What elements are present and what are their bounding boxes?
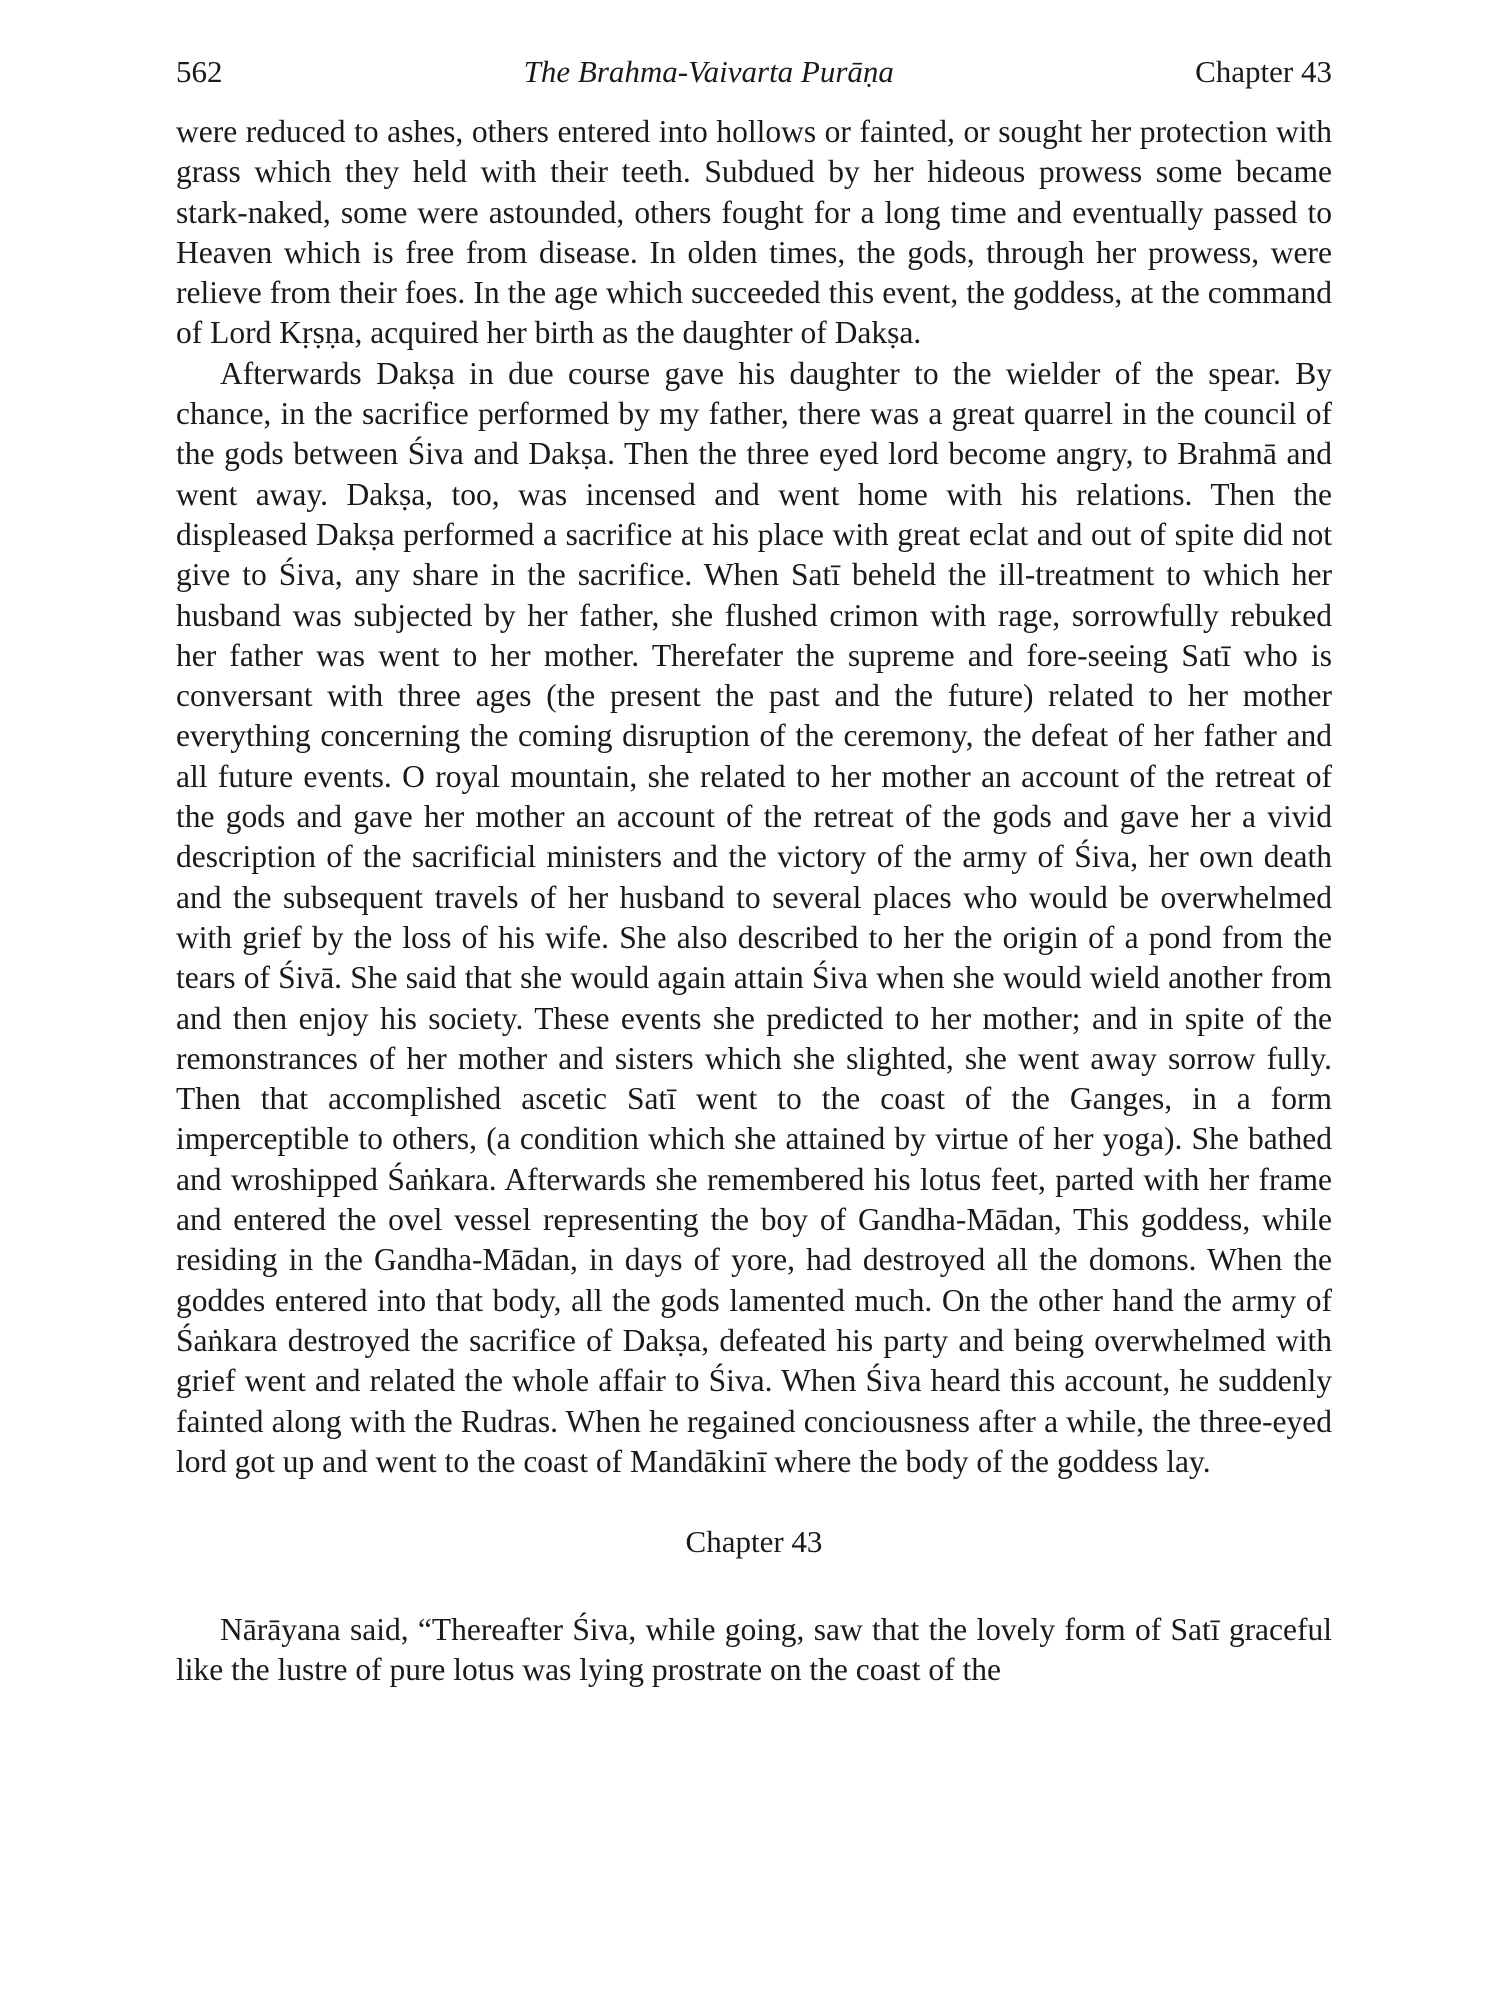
chapter-label: Chapter 43 <box>1195 54 1332 89</box>
paragraph-afterwards: Afterwards Dakṣa in due course gave his daughter to the wielder of the spear. By chance, in the sacrifice performed by my father, there was a great quarrel in the council of the gods between Śiva and Dakṣa. Then the three eyed lord become angry, to Brahmā and went away. Dakṣa, too, was incensed and went home with his relations. Then the displeased Dakṣa performed a sacrifice at his place with great eclat and out of spite did not give to Śiva, any share in the sacrifice. When Satī beheld the ill-treatment to which her husband was subjected by her father, she flushed crimon with rage, sorrowfully rebuked her father was went to her mother. Therefater the supreme and fore-seeing Satī who is conversant with three ages (the present the past and the future) related to her mother everything concerning the coming disruption of the ceremony, the defeat of her father and all future events. O royal mountain, she related to her mother an account of the retreat of the gods and gave her mother an account of the retreat of the gods and gave her a vivid description of the sacrificial ministers and the victory of the army of Śiva, her own death and the subsequent travels of her husband to several places who would be overwhelmed with grief by the loss of his wife. She also described to her the origin of a pond from the tears of Śivā. She said that she would again attain Śiva when she would wield another from and then enjoy his society. These events she predicted to her mother; and in spite of the remonstrances of her mother and sisters which she slighted, she went away sorrow fully. Then that accomplished ascetic Satī went to the coast of the Ganges, in a form imperceptible to others, (a condition which she attained by virtue of her yoga). She bathed and wroshipped Śaṅkara. Afterwards she remembered his lotus feet, parted with her frame and entered the ovel vessel representing the boy of Gandha-Mādan, This goddess, while residing in the Gandha-Mādan, in days of yore, had destroyed all the domons. When the goddes entered into that body, all the gods lamented much. On the other hand the army of Śaṅkara destroyed the sacrifice of Dakṣa, defeated his party and being overwhelmed with grief went and related the whole affair to Śiva. When Śiva heard this account, he suddenly fainted along with the Rudras. When he regained conciousness after a while, the three-eyed lord got up and went to the coast of Mandākinī where the body of the goddess lay. <box>176 355 1332 1479</box>
chapter-body <box>176 1610 1332 1691</box>
body-text <box>176 112 1332 1482</box>
paragraph-continued: were reduced to ashes, others entered into hollows or fainted, or sought her protection with grass which they held with their teeth. Subdued by her hideous prowess some became stark-naked, some were astounded, others fought for a long time and eventually passed to Heaven which is free from disease. In olden times, the gods, through her prowess, were relieve from their foes. In the age which succeeded this event, the goddess, at the command of Lord Kṛṣṇa, acquired her birth as the daughter of Dakṣa. <box>176 114 1332 351</box>
page-number: 562 <box>176 54 223 89</box>
running-head <box>176 52 1332 92</box>
chapter-heading: Chapter 43 <box>685 1524 823 1560</box>
book-title: The Brahma-Vaivarta Purāṇa <box>523 54 894 89</box>
paragraph-narayana: Nārāyana said, “Thereafter Śiva, while going, saw that the lovely form of Satī graceful like the lustre of pure lotus was lying prostrate on the coast of the <box>176 1612 1332 1688</box>
